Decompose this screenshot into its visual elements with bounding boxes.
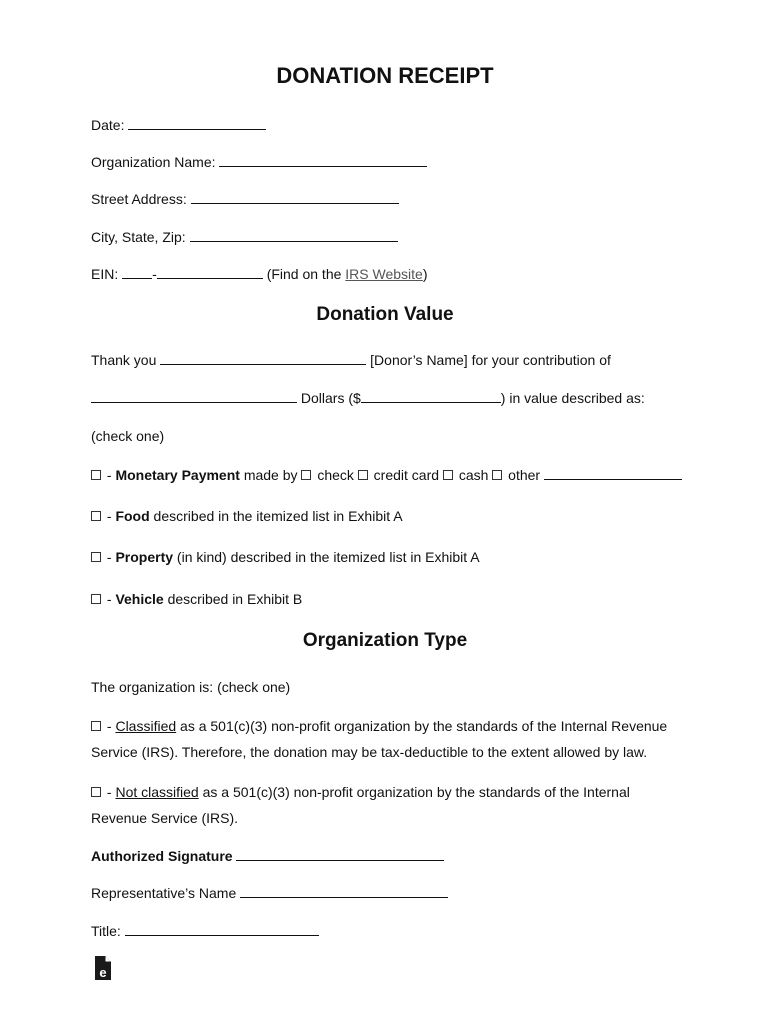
date-field[interactable]	[128, 116, 266, 130]
monetary-line	[91, 466, 682, 484]
not-classified-label: Not classified	[115, 784, 199, 800]
thank-you-line	[91, 351, 611, 369]
classified-line	[91, 717, 667, 735]
org-name-label: Organization Name:	[91, 154, 216, 170]
classified-label: Classified	[115, 718, 177, 734]
donor-name-label: [Donor’s Name] for your contribution of	[370, 352, 611, 368]
rep-name-line	[91, 884, 448, 902]
vehicle-dash: -	[103, 591, 116, 607]
city-field[interactable]	[190, 228, 398, 242]
made-by-text: made by	[239, 467, 302, 483]
eforms-logo-icon	[93, 955, 113, 981]
classified-text-1: as a 501(c)(3) non-profit organization by the standards of the Internal Revenue	[176, 718, 668, 734]
food-checkbox[interactable]	[91, 511, 101, 521]
date-line	[91, 116, 266, 134]
org-type-intro: The organization is: (check one)	[91, 679, 291, 695]
document-title: DONATION RECEIPT	[276, 63, 494, 88]
not-classified-dash: -	[103, 784, 116, 800]
check-one-line: (check one)	[91, 428, 165, 444]
ein-line	[91, 265, 428, 283]
org-name-line	[91, 153, 427, 171]
ein-prefix-field[interactable]	[122, 265, 152, 279]
authorized-signature-label: Authorized Signature	[91, 848, 233, 864]
property-desc: (in kind) described in the itemized list in Exhibit A	[173, 549, 480, 565]
monetary-checkbox[interactable]	[91, 470, 101, 480]
property-label: Property	[115, 549, 174, 565]
ein-label: EIN:	[91, 266, 119, 282]
check-checkbox[interactable]	[301, 470, 311, 480]
amount-words-field[interactable]	[91, 389, 297, 403]
ein-suffix-field[interactable]	[157, 265, 263, 279]
vehicle-line	[91, 590, 302, 608]
not-classified-text-1: as a 501(c)(3) non-profit organization by the standards of the Internal	[198, 784, 630, 800]
not-classified-text-2: Revenue Service (IRS).	[91, 810, 239, 826]
property-dash: -	[103, 549, 116, 565]
organization-type-heading: Organization Type	[302, 630, 468, 651]
authorized-signature-line	[91, 847, 444, 865]
donation-value-heading: Donation Value	[316, 304, 454, 325]
amount-field[interactable]	[361, 389, 501, 403]
check-label: check	[317, 467, 354, 483]
authorized-signature-field[interactable]	[236, 847, 444, 861]
other-field[interactable]	[544, 466, 682, 480]
vehicle-desc: described in Exhibit B	[163, 591, 303, 607]
street-line	[91, 190, 399, 208]
dollars-line	[91, 389, 645, 407]
date-label: Date:	[91, 117, 125, 133]
credit-card-label: credit card	[373, 467, 440, 483]
title-field[interactable]	[125, 922, 319, 936]
classified-text-2: Service (IRS). Therefore, the donation may be tax-deductible to the extent allowed by law.	[91, 744, 648, 760]
ein-find-text: (Find on the	[266, 266, 346, 282]
cash-label: cash	[458, 467, 489, 483]
irs-website-link[interactable]: IRS Website	[345, 266, 423, 282]
vehicle-label: Vehicle	[115, 591, 164, 607]
dollars-label: Dollars ($	[300, 390, 361, 406]
other-label: other	[508, 467, 541, 483]
title-label: Title:	[91, 923, 121, 939]
vehicle-checkbox[interactable]	[91, 594, 101, 604]
title-line	[91, 922, 319, 940]
food-line	[91, 507, 403, 525]
monetary-dash: -	[103, 467, 116, 483]
not-classified-line	[91, 783, 630, 801]
street-label: Street Address:	[91, 191, 187, 207]
ein-find-close: )	[422, 266, 428, 282]
rep-name-label: Representative’s Name	[91, 885, 237, 901]
svg-text:e: e	[99, 965, 107, 980]
property-line	[91, 548, 480, 566]
street-field[interactable]	[191, 190, 399, 204]
food-dash: -	[103, 508, 116, 524]
cash-checkbox[interactable]	[443, 470, 453, 480]
other-checkbox[interactable]	[492, 470, 502, 480]
property-checkbox[interactable]	[91, 552, 101, 562]
credit-card-checkbox[interactable]	[358, 470, 368, 480]
city-label: City, State, Zip:	[91, 229, 186, 245]
thank-you-label: Thank you	[91, 352, 157, 368]
classified-dash: -	[103, 718, 116, 734]
donor-name-field[interactable]	[160, 351, 366, 365]
org-name-field[interactable]	[219, 153, 427, 167]
not-classified-checkbox[interactable]	[91, 787, 101, 797]
classified-checkbox[interactable]	[91, 721, 101, 731]
value-described-label: ) in value described as:	[500, 390, 645, 406]
ein-dash: -	[152, 266, 157, 282]
city-line	[91, 228, 398, 246]
food-label: Food	[115, 508, 150, 524]
monetary-label: Monetary Payment	[115, 467, 240, 483]
food-desc: described in the itemized list in Exhibit A	[149, 508, 403, 524]
rep-name-field[interactable]	[240, 884, 448, 898]
